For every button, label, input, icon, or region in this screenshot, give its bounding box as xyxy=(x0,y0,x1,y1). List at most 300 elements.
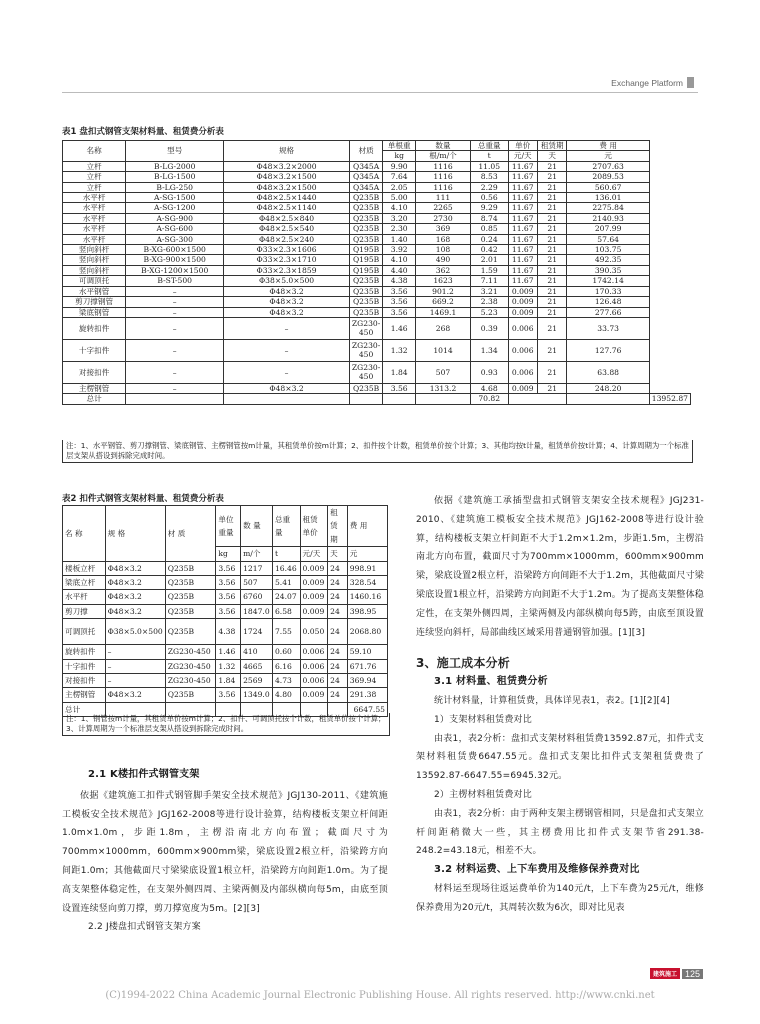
table-cell: 507 xyxy=(241,576,273,590)
table-cell: 63.88 xyxy=(567,361,649,383)
table-cell: Φ33×2.3×1606 xyxy=(224,245,350,255)
table-cell: Q235B xyxy=(349,234,382,244)
journal-header xyxy=(611,77,694,88)
table-cell: 梁底钢管 xyxy=(63,307,126,317)
table-cell: Q235B xyxy=(349,383,382,393)
table-cell: 7.64 xyxy=(383,172,416,182)
header-bar-icon xyxy=(687,77,694,88)
table-row xyxy=(63,604,388,618)
table-cell: 0.009 xyxy=(300,604,328,618)
table-cell xyxy=(508,394,567,404)
table2-caption: 表2 扣件式钢管支架材料量、租赁费分析表 xyxy=(62,494,224,504)
table-cell: 21 xyxy=(537,286,567,296)
table-cell: 4665 xyxy=(241,659,273,673)
table-cell: 0.006 xyxy=(508,339,537,361)
table-cell: Q235B xyxy=(165,688,216,702)
table-cell: 2730 xyxy=(416,213,471,223)
table-cell: 9.29 xyxy=(470,203,508,213)
table-cell: 立杆 xyxy=(63,172,126,182)
table-cell: 3.56 xyxy=(383,307,416,317)
table-cell xyxy=(567,394,649,404)
table-cell: 390.35 xyxy=(567,265,649,275)
table-cell: – xyxy=(126,361,224,383)
table-cell: 3.20 xyxy=(383,213,416,223)
table-cell: 103.75 xyxy=(567,245,649,255)
table-cell: Φ48×3.2 xyxy=(105,576,165,590)
column-header: 单位重量 xyxy=(216,506,241,547)
table-row xyxy=(63,576,388,590)
table-cell: Φ48×3.2 xyxy=(224,297,350,307)
table-cell: – xyxy=(105,645,165,659)
table-cell: Q235B xyxy=(349,203,382,213)
table-cell: 可调顶托 xyxy=(63,276,126,286)
table-cell: Q345A xyxy=(349,182,382,192)
unit-header: t xyxy=(470,151,508,161)
table-cell: 170.33 xyxy=(567,286,649,296)
table-cell: 1742.14 xyxy=(567,276,649,286)
table-cell: Φ48×3.2×1500 xyxy=(224,182,350,192)
table-cell xyxy=(383,394,416,404)
table-cell: 0.006 xyxy=(300,674,328,688)
table-cell: 268 xyxy=(416,317,471,339)
table-cell: 0.009 xyxy=(300,576,328,590)
table-cell: 328.54 xyxy=(347,576,387,590)
table-cell: 11.67 xyxy=(508,172,537,182)
table-cell: Φ48×3.2 xyxy=(105,604,165,618)
table-cell: 4.38 xyxy=(383,276,416,286)
table-cell: 对接扣件 xyxy=(63,361,126,383)
table-cell: 11.67 xyxy=(508,193,537,203)
table-cell: 248.20 xyxy=(567,383,649,393)
table-cell: 4.80 xyxy=(272,688,300,702)
table-cell: 111 xyxy=(416,193,471,203)
table-cell: 11.05 xyxy=(470,161,508,171)
table-cell: 可调顶托 xyxy=(63,619,106,645)
table-cell: 1116 xyxy=(416,172,471,182)
table-row xyxy=(63,172,691,182)
table-cell: Q235B xyxy=(349,307,382,317)
table-row xyxy=(63,688,388,702)
table-cell: 0.009 xyxy=(508,307,537,317)
table-cell: Q235B xyxy=(165,604,216,618)
table-cell: 21 xyxy=(537,193,567,203)
table-row xyxy=(63,590,388,604)
table-cell: 24 xyxy=(328,590,348,604)
table-row xyxy=(63,265,691,275)
table-cell: 1349.0 xyxy=(241,688,273,702)
table-cell: 11.67 xyxy=(508,255,537,265)
table-cell: 490 xyxy=(416,255,471,265)
table-cell xyxy=(416,394,471,404)
table-cell: Q235B xyxy=(165,590,216,604)
table-cell: 0.009 xyxy=(508,286,537,296)
unit-header: t xyxy=(272,547,300,561)
table-cell: 21 xyxy=(537,265,567,275)
table2-note: 注：1、钢管按m计量，其租赁单价按m计算；2、扣件、可调顶托按个计数，租赁单价按个计算；3、计算周期为一个标准层支架从搭设到拆除完成时间。 xyxy=(62,713,390,736)
table-row xyxy=(63,193,691,203)
table-cell: ZG230-450 xyxy=(165,659,216,673)
table-cell: 671.76 xyxy=(347,659,387,673)
table-cell: 369.94 xyxy=(347,674,387,688)
table-cell: 33.73 xyxy=(567,317,649,339)
table-cell: 669.2 xyxy=(416,297,471,307)
table-cell: 168 xyxy=(416,234,471,244)
unit-header: kg xyxy=(216,547,241,561)
table-cell: 4.68 xyxy=(470,383,508,393)
table-cell: 398.95 xyxy=(347,604,387,618)
table-cell: A-SG-900 xyxy=(126,213,224,223)
table-cell: 2275.84 xyxy=(567,203,649,213)
table-cell: 21 xyxy=(537,161,567,171)
table-cell: – xyxy=(126,307,224,317)
page-number: 125 xyxy=(682,969,703,979)
table-cell: 21 xyxy=(537,276,567,286)
table-cell: 0.42 xyxy=(470,245,508,255)
table-cell: 1.59 xyxy=(470,265,508,275)
table-cell: A-SG-300 xyxy=(126,234,224,244)
table-row xyxy=(63,297,691,307)
table-row xyxy=(63,307,691,317)
table-cell: 2068.80 xyxy=(347,619,387,645)
table-cell: 竖向斜杆 xyxy=(63,265,126,275)
table-cell: 1217 xyxy=(241,561,273,575)
table-cell: Φ48×2.5×840 xyxy=(224,213,350,223)
table-cell: 16.46 xyxy=(272,561,300,575)
table2 xyxy=(62,505,388,717)
table-cell: 21 xyxy=(537,255,567,265)
table-cell: 21 xyxy=(537,213,567,223)
table-cell: Q235B xyxy=(165,561,216,575)
table-row xyxy=(63,286,691,296)
table-cell: Q235B xyxy=(349,224,382,234)
table-cell: 21 xyxy=(537,317,567,339)
table-cell: Q235B xyxy=(165,619,216,645)
table-cell: 2707.63 xyxy=(567,161,649,171)
table-row xyxy=(63,339,691,361)
table-cell: Q345A xyxy=(349,172,382,182)
table-row xyxy=(63,161,691,171)
table-cell: 4.10 xyxy=(383,255,416,265)
table-cell: 剪刀撑 xyxy=(63,604,106,618)
table-cell: ZG230-450 xyxy=(349,317,382,339)
table-cell: 136.01 xyxy=(567,193,649,203)
table-header-row xyxy=(63,506,388,547)
table-cell: Φ48×3.2×2000 xyxy=(224,161,350,171)
table-cell: 560.67 xyxy=(567,182,649,192)
table-cell: 21 xyxy=(537,383,567,393)
header-rule xyxy=(62,92,698,93)
column-header: 名称 xyxy=(63,141,126,162)
column-header: 规 格 xyxy=(105,506,165,562)
table-cell: 0.009 xyxy=(300,688,328,702)
table-cell: Q195B xyxy=(349,255,382,265)
table-cell: – xyxy=(126,339,224,361)
subsection-2-paragraph: 由表1，表2分析：由于两种支架主楞钢管相同，只是盘扣式支架立杆间距稍微大一些，其主楞费用比扣件式支架节省291.38-248.2=43.18元，相差不大。 xyxy=(416,808,704,857)
table-cell: 21 xyxy=(537,339,567,361)
unit-header: 根/m/个 xyxy=(416,151,471,161)
table-cell: 24 xyxy=(328,576,348,590)
column-header: 单价 xyxy=(508,141,537,151)
table-cell: 竖向斜杆 xyxy=(63,255,126,265)
table-cell: 24 xyxy=(328,688,348,702)
table-cell: 3.56 xyxy=(216,561,241,575)
total-fee: 6647.55 xyxy=(347,702,387,716)
table-cell: 3.56 xyxy=(216,590,241,604)
table-cell: 1.32 xyxy=(383,339,416,361)
table-cell: 1847.0 xyxy=(241,604,273,618)
section-2-1-heading: 2.1 K楼扣件式钢管支架 xyxy=(88,769,200,780)
table-cell: 主楞钢管 xyxy=(63,383,126,393)
table-cell: Φ48×2.5×1440 xyxy=(224,193,350,203)
section-3-1-heading: 3.1 材料量、租赁费分析 xyxy=(434,676,548,688)
table-cell: 11.67 xyxy=(508,276,537,286)
table-cell: ZG230-450 xyxy=(349,361,382,383)
table-cell: 11.67 xyxy=(508,265,537,275)
total-label: 总计 xyxy=(63,394,126,404)
table-cell: Q195B xyxy=(349,265,382,275)
total-weight: 70.82 xyxy=(470,394,508,404)
table-cell: 24 xyxy=(328,604,348,618)
table-cell: B-LG-2000 xyxy=(126,161,224,171)
table-cell: 1469.1 xyxy=(416,307,471,317)
table-cell: 24 xyxy=(328,619,348,645)
journal-header-text: Exchange Platform xyxy=(611,77,683,88)
table-cell: 126.48 xyxy=(567,297,649,307)
table-cell: Φ48×2.5×540 xyxy=(224,224,350,234)
table-row xyxy=(63,619,388,645)
unit-header: 天 xyxy=(328,547,348,561)
table-cell: Q235B xyxy=(349,297,382,307)
table-cell: 1460.16 xyxy=(347,590,387,604)
table-cell: 11.67 xyxy=(508,213,537,223)
table-cell: – xyxy=(105,659,165,673)
table-cell: 2.29 xyxy=(470,182,508,192)
table-cell: 2.30 xyxy=(383,224,416,234)
table-cell: 剪刀撑钢管 xyxy=(63,297,126,307)
table-cell: 0.006 xyxy=(300,659,328,673)
column-header: 费 用 xyxy=(567,141,649,151)
table-cell: 3.56 xyxy=(383,297,416,307)
table-cell: ZG230-450 xyxy=(349,339,382,361)
table-header-row xyxy=(63,141,691,151)
table-cell: – xyxy=(105,674,165,688)
table-cell: A-SG-1200 xyxy=(126,203,224,213)
column-header: 租赁期 xyxy=(328,506,348,547)
table-cell: 2.05 xyxy=(383,182,416,192)
table-cell: 对接扣件 xyxy=(63,674,106,688)
table-cell: 十字扣件 xyxy=(63,659,106,673)
table-cell: 24 xyxy=(328,674,348,688)
table-cell xyxy=(349,394,382,404)
table-cell: 998.91 xyxy=(347,561,387,575)
section-3-1-paragraph: 统计材料量，计算租赁费，具体详见表1，表2。[1][2][4] xyxy=(434,695,670,706)
table-row xyxy=(63,674,388,688)
table-cell: 11.67 xyxy=(508,182,537,192)
table-cell: 5.41 xyxy=(272,576,300,590)
table-cell: 立杆 xyxy=(63,161,126,171)
table-cell: 1724 xyxy=(241,619,273,645)
table-row xyxy=(63,213,691,223)
table-cell: B-LG-250 xyxy=(126,182,224,192)
table-cell: 1014 xyxy=(416,339,471,361)
unit-header: kg xyxy=(383,151,416,161)
table-cell: 2140.93 xyxy=(567,213,649,223)
table-cell: 7.11 xyxy=(470,276,508,286)
table-cell: 0.009 xyxy=(300,561,328,575)
table-cell: 旋转扣件 xyxy=(63,645,106,659)
total-label: 总计 xyxy=(63,702,106,716)
table-cell: 0.009 xyxy=(300,590,328,604)
table-cell: 1.46 xyxy=(383,317,416,339)
table-cell: 水平钢管 xyxy=(63,286,126,296)
subsection-2-heading: 2）主楞材料租赁费对比 xyxy=(434,789,532,800)
table-cell: 水平杆 xyxy=(63,193,126,203)
table-row xyxy=(63,317,691,339)
table-cell: B-XG-900×1500 xyxy=(126,255,224,265)
table-cell: Q235B xyxy=(165,576,216,590)
table-cell: Φ38×5.0×500 xyxy=(224,276,350,286)
table-cell: Φ48×2.5×1140 xyxy=(224,203,350,213)
table-cell: 4.38 xyxy=(216,619,241,645)
table-cell: B-XG-1200×1500 xyxy=(126,265,224,275)
left-column xyxy=(62,766,388,937)
table-row xyxy=(63,203,691,213)
design-paragraph: 依据《建筑施工承插型盘扣式钢管支架安全技术规程》JGJ231-2010、《建筑施工模板安全技术规范》JGJ162-2008等进行设计验算，结构楼板支架立杆间距不大于1.2m×1.2m，步距1.5m，主楞沿南北方向布置，截面尺寸为700mm×1000mm，600mm×900mm梁，梁底设置2根立杆，沿梁跨方向间距不大于1.2m，其他截面尺寸梁梁底设置1根立杆，沿梁跨方向间距不大于1.2m。为了提高支架整体稳定性，在支架外侧四周，主梁两侧及内部纵横向每5跨，由底至顶设置连续竖向斜杆，局部曲线区域采用普通钢管加强。[1][3] xyxy=(416,496,704,638)
table-cell: 11.67 xyxy=(508,161,537,171)
column-header: 型号 xyxy=(126,141,224,162)
table-cell: 1.34 xyxy=(470,339,508,361)
unit-header: m/个 xyxy=(241,547,273,561)
table-cell: 1116 xyxy=(416,161,471,171)
table-cell: 24 xyxy=(328,659,348,673)
column-header: 租赁单价 xyxy=(300,506,328,547)
table-cell: 3.56 xyxy=(383,286,416,296)
table1-note: 注：1、水平钢管、剪刀撑钢管、梁底钢管、主楞钢管按m计量，其租赁单价按m计算；2、扣件按个计数，租赁单价按个计算；3、其他均按t计量，租赁单价按t计算；4、计算周期为一个标准层支架从搭设到拆除完成时间。 xyxy=(62,440,693,463)
table-cell: Q235B xyxy=(349,276,382,286)
table-cell: 3.56 xyxy=(216,604,241,618)
table-cell: 6.16 xyxy=(272,659,300,673)
table-cell: 水平杆 xyxy=(63,203,126,213)
table-row xyxy=(63,255,691,265)
table-cell: Q235B xyxy=(349,286,382,296)
table-cell: Φ48×3.2 xyxy=(105,688,165,702)
table-cell: 水平杆 xyxy=(63,590,106,604)
table-cell: 21 xyxy=(537,307,567,317)
table-cell: 2265 xyxy=(416,203,471,213)
table-cell: 水平杆 xyxy=(63,234,126,244)
table-cell: 11.67 xyxy=(508,245,537,255)
column-header: 单根重 xyxy=(383,141,416,151)
table-cell: 0.009 xyxy=(508,383,537,393)
table-cell: 楼板立杆 xyxy=(63,561,106,575)
table-cell: 8.74 xyxy=(470,213,508,223)
table-cell: 0.006 xyxy=(300,645,328,659)
journal-logo-icon: 建筑施工 xyxy=(650,968,680,979)
table-cell: 0.56 xyxy=(470,193,508,203)
table-cell: 8.53 xyxy=(470,172,508,182)
table-cell: 0.050 xyxy=(300,619,328,645)
table-cell: 0.006 xyxy=(508,317,537,339)
table-cell: 207.99 xyxy=(567,224,649,234)
unit-header: 元 xyxy=(567,151,649,161)
unit-header: 元 xyxy=(347,547,387,561)
table-cell: 3.56 xyxy=(216,688,241,702)
table-cell: 492.35 xyxy=(567,255,649,265)
table-cell: 507 xyxy=(416,361,471,383)
table-row xyxy=(63,234,691,244)
table-cell: Φ33×2.3×1859 xyxy=(224,265,350,275)
table-cell: – xyxy=(126,383,224,393)
table-cell: 24 xyxy=(328,645,348,659)
table-cell: 11.67 xyxy=(508,203,537,213)
table-row xyxy=(63,224,691,234)
table-cell: 7.55 xyxy=(272,619,300,645)
table-cell: Φ48×3.2 xyxy=(224,286,350,296)
table-cell: 1.40 xyxy=(383,234,416,244)
table-cell: Q235B xyxy=(349,193,382,203)
table-cell: – xyxy=(224,339,350,361)
table-cell: Q345A xyxy=(349,161,382,171)
table-cell: 24 xyxy=(328,561,348,575)
column-header: 材质 xyxy=(349,141,382,162)
table-row xyxy=(63,561,388,575)
table1-caption: 表1 盘扣式钢管支架材料量、租赁费分析表 xyxy=(62,127,224,137)
table-cell: 3.56 xyxy=(216,576,241,590)
table-cell xyxy=(126,394,224,404)
table-cell: 59.10 xyxy=(347,645,387,659)
column-header: 规格 xyxy=(224,141,350,162)
table-cell: – xyxy=(224,361,350,383)
column-header: 数 量 xyxy=(241,506,273,547)
table-cell: – xyxy=(126,297,224,307)
column-header: 费 用 xyxy=(347,506,387,547)
table-cell: 1313.2 xyxy=(416,383,471,393)
table-cell: 901.2 xyxy=(416,286,471,296)
table-cell: 0.009 xyxy=(508,297,537,307)
table-cell: 3.56 xyxy=(383,383,416,393)
table-row xyxy=(63,361,691,383)
table-cell: 6760 xyxy=(241,590,273,604)
table-cell: 1.84 xyxy=(383,361,416,383)
table-cell: Q235B xyxy=(349,213,382,223)
subsection-1-paragraph: 由表1，表2分析：盘扣式支架材料租赁费13592.87元，扣件式支架材料租赁费6647.55元。盘扣式支架比扣件式支架租赁费贵了13592.87-6647.55=6945.32元。 xyxy=(416,733,704,782)
table-cell: 旋转扣件 xyxy=(63,317,126,339)
table-cell: 11.67 xyxy=(508,234,537,244)
table-cell: ZG230-450 xyxy=(165,645,216,659)
table-cell: 0.39 xyxy=(470,317,508,339)
table-cell: 21 xyxy=(537,245,567,255)
table-cell: 十字扣件 xyxy=(63,339,126,361)
column-header: 总重量 xyxy=(470,141,508,151)
table-cell: 4.10 xyxy=(383,203,416,213)
table-cell: 水平杆 xyxy=(63,224,126,234)
table-cell: 6.58 xyxy=(272,604,300,618)
table-cell xyxy=(224,394,350,404)
table-cell: 5.00 xyxy=(383,193,416,203)
table-cell: 2089.53 xyxy=(567,172,649,182)
table-cell: 410 xyxy=(241,645,273,659)
table-cell: B-LG-1500 xyxy=(126,172,224,182)
table-cell: 1.84 xyxy=(216,674,241,688)
table-row xyxy=(63,276,691,286)
table-row xyxy=(63,645,388,659)
table-cell: 21 xyxy=(537,182,567,192)
table1 xyxy=(62,140,691,405)
table-cell: 0.006 xyxy=(508,361,537,383)
table-total-row xyxy=(63,394,691,404)
total-fee: 13952.87 xyxy=(649,394,690,404)
section-2-1-paragraph: 依据《建筑施工扣件式钢管脚手架安全技术规范》JGJ130-2011、《建筑施工模板安全技术规范》JGJ162-2008等进行设计验算，结构楼板支架立杆间距1.0m×1.0m，步距1.8m，主楞沿南北方向布置；截面尺寸为700mm×1000mm，600mm×900mm梁，梁底设置2根立杆，沿梁跨方向间距1.0m；其他截面尺寸梁梁底设置1根立杆，沿梁跨方向间距1.0m。为了提高支架整体稳定性，在支架外侧四周、主梁两侧及内部纵横向每5m，由底至顶设置连续竖向剪刀撑，剪刀撑宽度为5m。[2][3] xyxy=(62,790,388,914)
